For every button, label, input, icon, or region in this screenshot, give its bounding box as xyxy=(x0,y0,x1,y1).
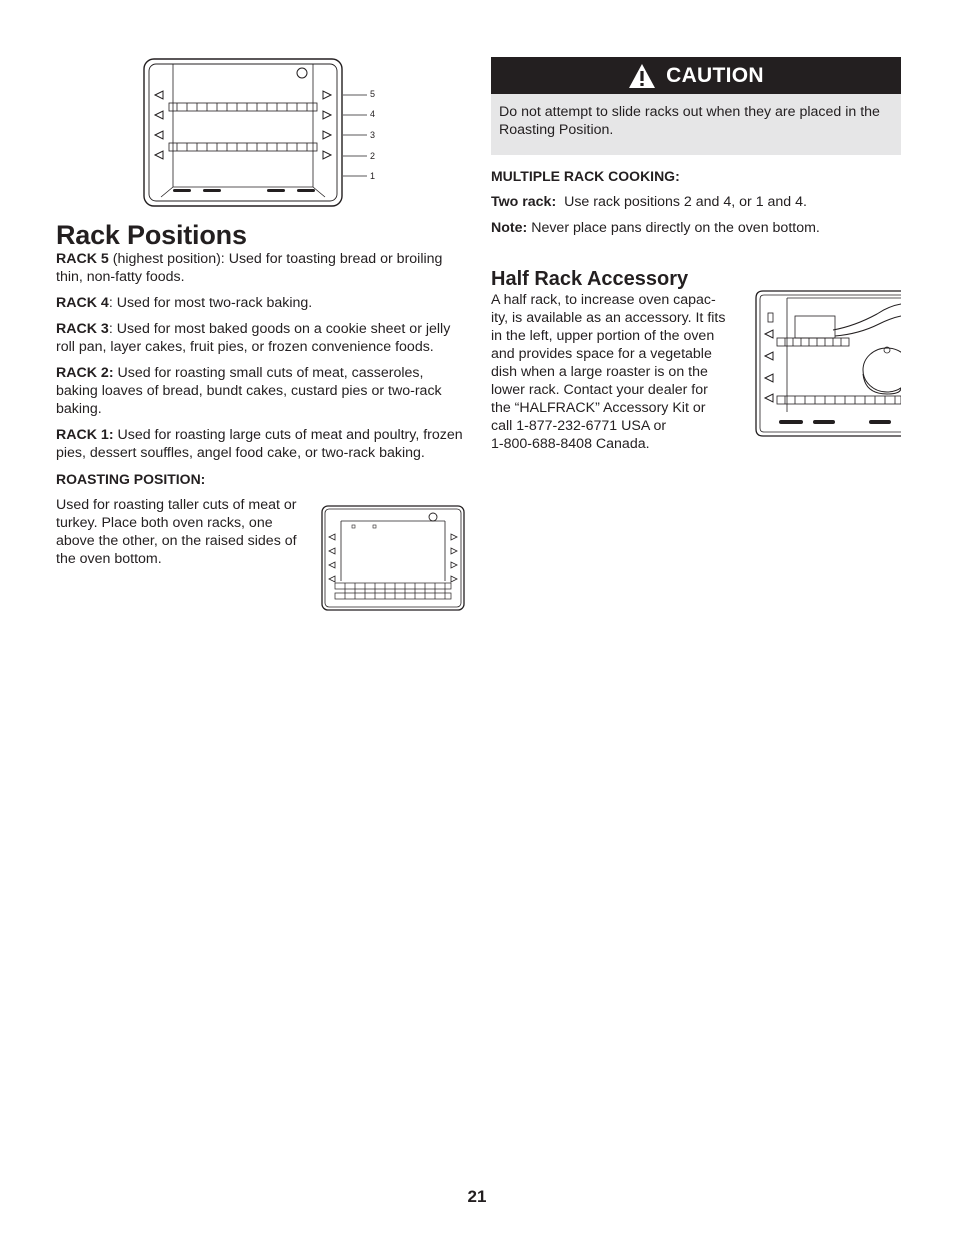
two-rack-line xyxy=(491,193,901,211)
half-rack-line: the “HALFRACK” Accessory Kit or xyxy=(491,400,706,416)
half-rack-line: ity, is available as an accessory. It fits xyxy=(491,310,726,326)
warning-triangle-icon xyxy=(628,63,656,89)
page-number: 21 xyxy=(467,1187,487,1206)
caution-body xyxy=(491,94,901,155)
oven-diagram-icon xyxy=(143,57,383,209)
half-rack-line: lower rack. Contact your dealer for xyxy=(491,382,708,398)
roasting-position-text: Used for roasting taller cuts of meat or turkey. Place both oven racks, one above the other, on the raised sides of the oven bottom. xyxy=(56,497,297,567)
rack-5-description xyxy=(56,250,464,286)
rack-number-5: 5 xyxy=(370,89,376,99)
note-line xyxy=(491,219,901,237)
half-rack-figure xyxy=(755,290,901,437)
note-label: Note: xyxy=(491,220,528,236)
rack-number-1: 1 xyxy=(370,171,376,181)
oven-roasting-diagram-icon xyxy=(321,505,465,611)
rack-2-label: RACK 2: xyxy=(56,365,114,381)
multiple-rack-section xyxy=(491,167,901,237)
multiple-rack-heading: MULTIPLE RACK COOKING: xyxy=(491,168,680,184)
caution-label: CAUTION xyxy=(666,63,764,87)
rack-5-text: (highest position): Used for toasting bread or broiling thin, non-fatty foods. xyxy=(56,251,443,285)
oven-half-rack-diagram-icon xyxy=(755,290,901,437)
rack-5-label: RACK 5 xyxy=(56,251,109,267)
note-text: Never place pans directly on the oven bottom. xyxy=(527,220,820,236)
rack-positions-title: Rack Positions xyxy=(56,220,247,250)
roasting-position-figure xyxy=(321,505,465,611)
half-rack-section xyxy=(491,267,743,453)
two-rack-label: Two rack: xyxy=(491,194,557,210)
half-rack-line: and provides space for a vegetable xyxy=(491,346,712,362)
half-rack-text xyxy=(491,291,743,453)
two-rack-text: Use rack positions 2 and 4, or 1 and 4. xyxy=(556,194,807,210)
rack-1-description xyxy=(56,426,464,462)
rack-4-label: RACK 4 xyxy=(56,295,109,311)
rack-2-text: Used for roasting small cuts of meat, casseroles, baking loaves of bread, bundt cakes, custard pies or two-rack baking. xyxy=(56,365,442,417)
roasting-position-heading: ROASTING POSITION: xyxy=(56,471,206,487)
rack-number-3: 3 xyxy=(370,130,376,140)
rack-3-text: : Used for most baked goods on a cookie sheet or jelly roll pan, layer cakes, fruit pies, or frozen convenience foods. xyxy=(56,321,451,355)
oven-rack-positions-figure xyxy=(143,57,383,209)
caution-text: Do not attempt to slide racks out when they are placed in the Roasting Position. xyxy=(499,104,880,138)
half-rack-line: in the left, upper portion of the oven xyxy=(491,328,715,344)
rack-3-description xyxy=(56,320,464,356)
rack-4-description xyxy=(56,294,464,312)
rack-1-text: Used for roasting large cuts of meat and poultry, frozen pies, dessert souffles, angel food cake, or two-rack baking. xyxy=(56,427,463,461)
caution-header xyxy=(491,57,901,94)
half-rack-line: A half rack, to increase oven capac- xyxy=(491,292,716,308)
rack-1-label: RACK 1: xyxy=(56,427,114,443)
half-rack-line: call 1-877-232-6771 USA or xyxy=(491,418,667,434)
rack-number-4: 4 xyxy=(370,109,376,119)
rack-3-label: RACK 3 xyxy=(56,321,109,337)
rack-4-text: : Used for most two-rack baking. xyxy=(108,295,313,311)
rack-2-description xyxy=(56,364,464,418)
half-rack-line: dish when a large roaster is on the xyxy=(491,364,708,380)
half-rack-line: 1-800-688-8408 Canada. xyxy=(491,436,650,452)
caution-box xyxy=(491,57,901,155)
rack-number-2: 2 xyxy=(370,151,376,161)
half-rack-title: Half Rack Accessory xyxy=(491,268,689,290)
